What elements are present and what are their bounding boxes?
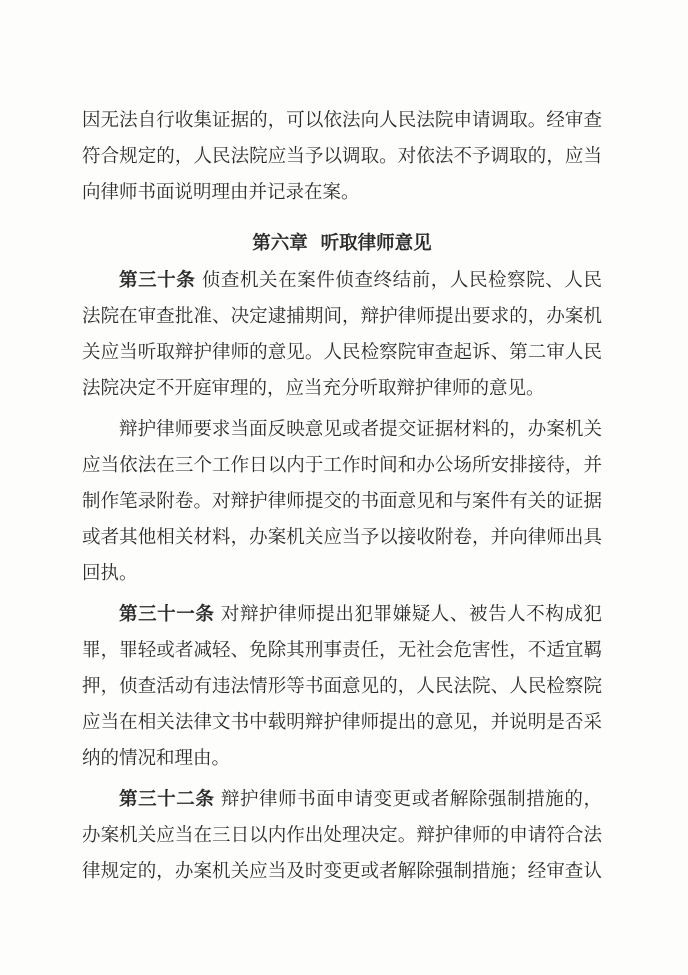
text-line: 罪，罪轻或者减轻、免除其刑事责任，无社会危害性，不适宜羁 <box>82 640 602 661</box>
text-line: 或者其他相关材料，办案机关应当予以接收附卷，并向律师出具 <box>82 527 602 548</box>
article-text: 侦查机关在案件侦查终结前，人民检察院、人民 <box>201 270 602 291</box>
chapter-title: 第六章 听取律师意见 <box>252 233 432 254</box>
text-line: 制作笔录附卷。对辩护律师提交的书面意见和与案件有关的证据 <box>82 491 602 512</box>
article-text: 辩护律师书面申请变更或者解除强制措施的， <box>220 789 602 810</box>
article-first-line <box>119 597 602 633</box>
article-first-line <box>119 782 602 818</box>
text-line: 回执。 <box>82 563 138 584</box>
text-line: 辩护律师要求当面反映意见或者提交证据材料的，办案机关 <box>119 419 602 440</box>
article-number: 第三十条 <box>119 270 196 291</box>
article-text: 对辩护律师提出犯罪嫌疑人、被告人不构成犯 <box>220 604 602 625</box>
text-line: 关应当听取辩护律师的意见。人民检察院审查起诉、第二审人民 <box>82 342 602 363</box>
article-number: 第三十二条 <box>119 789 215 810</box>
article-first-line <box>119 263 602 299</box>
article-number: 第三十一条 <box>119 604 215 625</box>
text-line: 办案机关应当在三日以内作出处理决定。辩护律师的申请符合法 <box>82 825 602 846</box>
text-line: 应当依法在三个工作日以内于工作时间和办公场所安排接待，并 <box>82 455 602 476</box>
text-line: 向律师书面说明理由并记录在案。 <box>82 182 360 203</box>
text-line: 应当在相关法律文书中载明辩护律师提出的意见，并说明是否采 <box>82 712 602 733</box>
text-line: 符合规定的，人民法院应当予以调取。对依法不予调取的，应当 <box>82 146 602 167</box>
text-line: 法院在审查批准、决定逮捕期间，辩护律师提出要求的，办案机 <box>82 306 602 327</box>
text-line: 因无法自行收集证据的，可以依法向人民法院申请调取。经审查 <box>82 110 602 131</box>
text-line: 法院决定不开庭审理的，应当充分听取辩护律师的意见。 <box>82 378 545 399</box>
text-line: 押，侦查活动有违法情形等书面意见的，人民法院、人民检察院 <box>82 676 602 697</box>
text-line: 纳的情况和理由。 <box>82 748 231 769</box>
text-line: 律规定的，办案机关应当及时变更或者解除强制措施；经审查认 <box>82 861 602 882</box>
